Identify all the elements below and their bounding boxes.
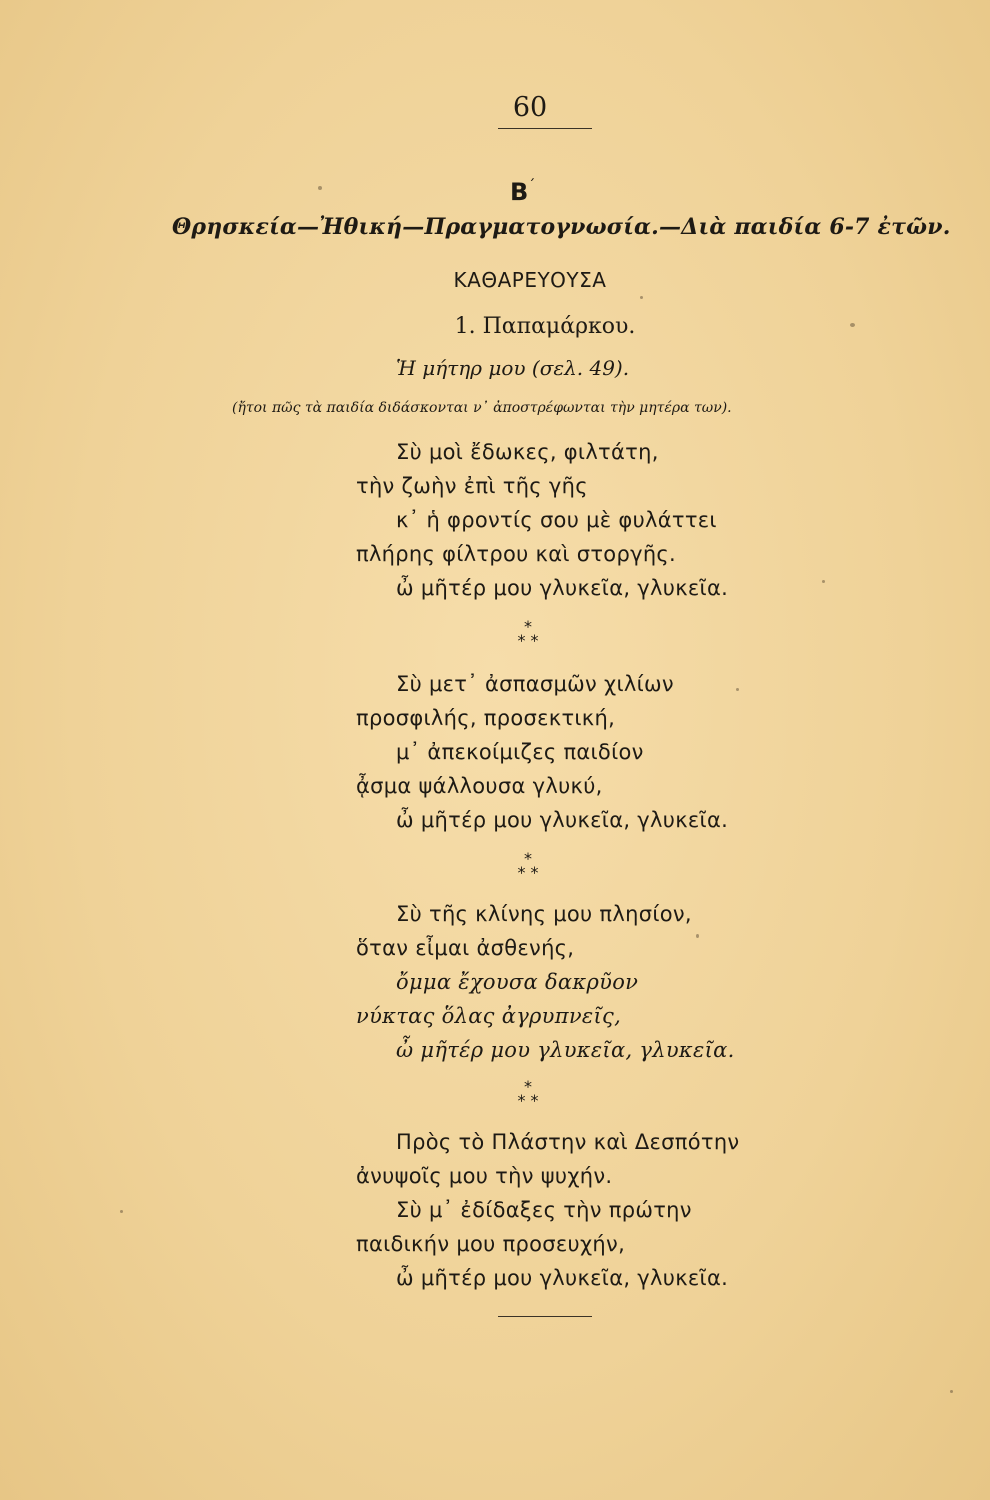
paper-speck <box>640 296 643 299</box>
page-number: 60 <box>512 92 548 123</box>
stanza-2-line-1: Σὺ μετ᾽ ἀσπασμῶν χιλίων <box>396 672 674 696</box>
stanza-3-refrain: ὦ μῆτέρ μου γλυκεῖα, γλυκεῖα. <box>396 1038 735 1062</box>
paper-speck <box>696 934 699 938</box>
paper-speck <box>822 580 825 583</box>
stanza-2-line-4: ᾆσμα ψάλλουσα γλυκύ, <box>356 774 603 798</box>
poem-title: Ἡ μήτηρ μου (σελ. 49). <box>396 356 630 380</box>
stanza-2-line-3: μ᾽ ἀπεκοίμιζες παιδίον <box>396 740 644 764</box>
stanza-3-line-3: ὄμμα ἔχουσα δακρῦον <box>396 970 639 994</box>
stanza-1-line-1: Σὺ μοὶ ἔδωκες, φιλτάτη, <box>396 440 659 464</box>
stanza-2-refrain: ὦ μῆτέρ μου γλυκεῖα, γλυκεῖα. <box>396 808 729 832</box>
stanza-3-line-2: ὅταν εἶμαι ἀσθενής, <box>356 936 575 960</box>
stanza-1-line-4: πλήρης φίλτρου καὶ στοργῆς. <box>356 542 677 566</box>
asterism-3 <box>498 1077 558 1110</box>
asterism-1 <box>498 617 558 650</box>
stanza-3-line-4: νύκτας ὅλας ἀγρυπνεῖς, <box>356 1004 622 1028</box>
stanza-1-line-2: τὴν ζωὴν ἐπὶ τῆς γῆς <box>356 474 588 498</box>
stanza-4-line-1: Πρὸς τὸ Πλάστην καὶ Δεσπότην <box>396 1130 740 1154</box>
paper-speck <box>120 1210 123 1213</box>
paper-speck <box>736 688 739 691</box>
stanza-1-refrain: ὦ μῆτέρ μου γλυκεῖα, γλυκεῖα. <box>396 576 729 600</box>
asterism-1-bottom: * * <box>517 631 539 650</box>
section-mark <box>510 178 535 206</box>
top-rule <box>498 128 592 129</box>
paper-speck <box>950 1390 953 1393</box>
stanza-4-line-4: παιδικήν μου προσευχήν, <box>356 1232 626 1256</box>
asterism-2 <box>498 849 558 882</box>
paper-speck <box>850 323 855 327</box>
stanza-2-line-2: προσφιλής, προσεκτική, <box>356 706 616 730</box>
section-letter: Β <box>510 178 529 206</box>
stanza-1-line-3: κ᾽ ἡ φροντίς σου μὲ φυλάττει <box>396 508 717 532</box>
asterism-2-top: * <box>524 849 532 868</box>
asterism-1-top: * <box>524 617 532 636</box>
author-heading: 1. Παπαμάρκου. <box>454 314 636 339</box>
subject-line: Θρησκεία—Ἠθική—Πραγματογνωσία.—Διὰ παιδία 6-7 ἐτῶν. <box>172 214 951 240</box>
stanza-3-line-1: Σὺ τῆς κλίνης μου πλησίον, <box>396 902 692 926</box>
asterism-3-bottom: * * <box>517 1091 539 1110</box>
stanza-4-line-2: ἀνυψοῖς μου τὴν ψυχήν. <box>356 1164 613 1188</box>
stanza-4-refrain: ὦ μῆτέρ μου γλυκεῖα, γλυκεῖα. <box>396 1266 729 1290</box>
asterism-2-bottom: * * <box>517 863 539 882</box>
stanza-4-line-3: Σὺ μ᾽ ἐδίδαξες τὴν πρώτην <box>396 1198 692 1222</box>
language-heading: ΚΑΘΑΡΕΥΟΥΣΑ <box>453 268 607 292</box>
paper-speck <box>318 186 322 190</box>
section-prime: ΄ <box>528 178 536 194</box>
poem-note: (ἤτοι πῶς τὰ παιδία διδάσκονται ν᾽ ἀποστρέφωνται τὴν μητέρα των). <box>232 400 732 416</box>
bottom-rule <box>498 1316 592 1317</box>
asterism-3-top: * <box>524 1077 532 1096</box>
